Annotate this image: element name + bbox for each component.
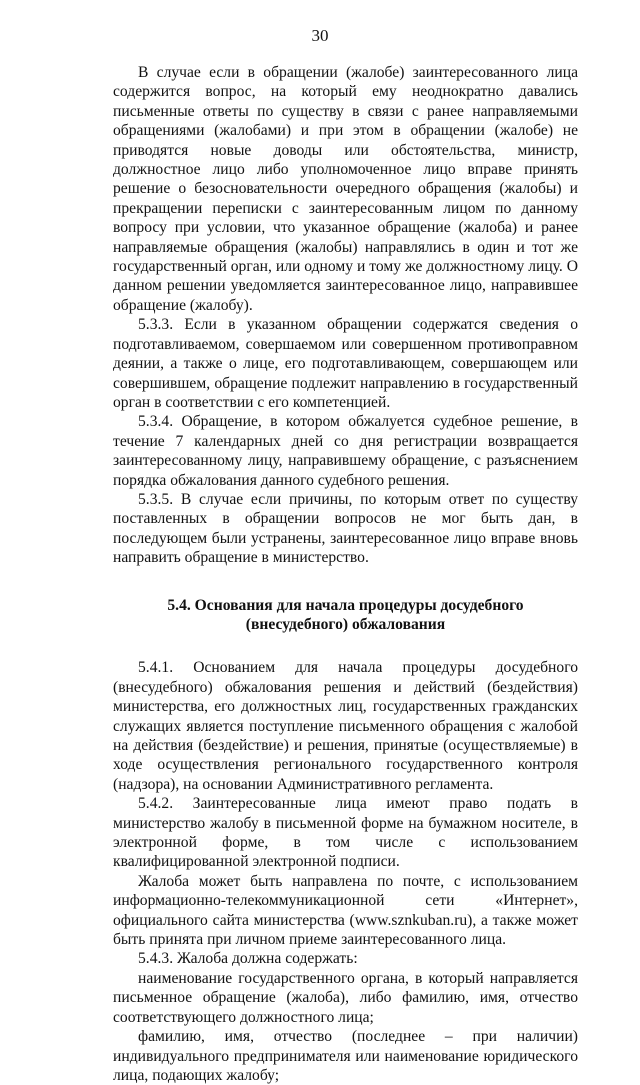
paragraph-5-3-5: 5.3.5. В случае если причины, по которым ответ по существу поставленных в обращении вопросов не мог быть дан, в последующем были устранены, заинтересованное лицо вправе вновь направить обращение в министерство.	[113, 490, 578, 567]
paragraph-5-3-3: 5.3.3. Если в указанном обращении содержатся сведения о подготавливаемом, совершаемом или совершенном противоправном деянии, а также о лице, его подготавливающем, совершающем или совершившем, обращение подлежит направлению в государственный орган в соответствии с его компетенцией.	[113, 316, 578, 411]
document-body	[113, 63, 578, 1085]
paragraph-5-4-2: 5.4.2. Заинтересованные лица имеют право подать в министерство жалобу в письменной форме на бумажном носителе, в электронной форме, в том числе с использованием квалифицированной электронной подписи.	[113, 795, 578, 871]
section-heading-line-1: 5.4. Основания для начала процедуры досудебного	[167, 596, 524, 614]
page-number: 30	[311, 26, 329, 45]
paragraph-5-4-1: 5.4.1. Основанием для начала процедуры досудебного (внесудебного) обжалования решения и действий (бездействия) министерства, его должностных лиц, государственных гражданских служащих является поступление письменного обращения с жалобой на действия (бездействие) и решения, принятые (осуществляемые) в ходе осуществления регионального государственного контроля (надзора), на основании Административного регламента.	[113, 659, 578, 793]
paragraph-applicant-name: фамилию, имя, отчество (последнее – при наличии) индивидуального предпринимателя или наименование юридического лица, подающих жалобу;	[113, 1028, 578, 1084]
paragraph-repeated-complaint: В случае если в обращении (жалобе) заинтересованного лица содержится вопрос, на который ему неоднократно давались письменные ответы по существу в связи с ранее направляемыми обращениями (жалобами) и при этом в обращении (жалобе) не приводятся новые доводы или обстоятельства, министр, должностное лицо либо уполномоченное лицо вправе принять решение о безосновательности очередного обращения (жалобы) и прекращении переписки с заинтересованным лицом по данному вопросу при условии, что указанное обращение (жалоба) и ранее направляемые обращения (жалобы) направлялись в один и тот же государственный орган, или одному и тому же должностному лицу. О данном решении уведомляется заинтересованное лицо, направившее обращение (жалобу).	[113, 64, 578, 314]
paragraph-5-4-3: 5.4.3. Жалоба должна содержать:	[138, 950, 358, 968]
section-heading-line-2: (внесудебного) обжалования	[245, 615, 446, 633]
section-heading-5-4	[113, 596, 578, 635]
paragraph-authority-name: наименование государственного органа, в который направляется письменное обращение (жалоба), либо фамилию, имя, отчество соответствующего должностного лица;	[113, 969, 578, 1026]
paragraph-5-3-4: 5.3.4. Обращение, в котором обжалуется судебное решение, в течение 7 календарных дней со дня регистрации возвращается заинтересованному лицу, направившему обращение, с разъяснением порядка обжалования данного судебного решения.	[113, 413, 578, 489]
paragraph-complaint-channels: Жалоба может быть направлена по почте, с использованием информационно-телекоммуникационной сети «Интернет», официального сайта министерства (www.sznkuban.ru), а также может быть принята при личном приеме заинтересованного лица.	[113, 872, 578, 949]
